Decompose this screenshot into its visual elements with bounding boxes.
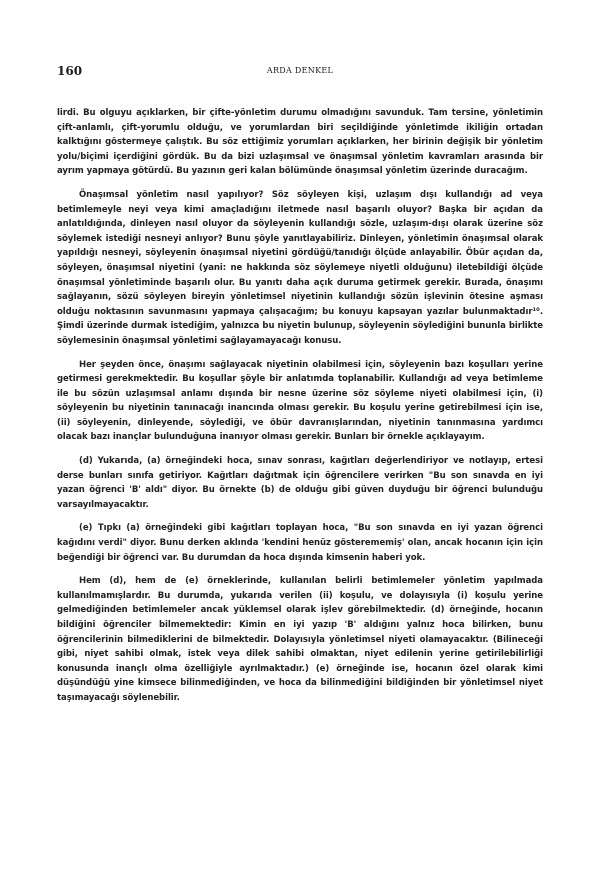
running-head: ARDA DENKEL <box>266 66 334 75</box>
page-header <box>57 64 543 82</box>
example-e-paragraph: (e) Tıpkı (a) örneğindeki gibi kağıtları toplayan hoca, "Bu son sınavda en iyi yazan öğrenci kağıdını verdi" diyor. Bunu derken aklında 'kendini henüz gösterememiş' olan, ancak hocanın için için beğendiği bir öğrenci var. Bu durumdan da hoca dışında kimsenin haberi yok. <box>57 523 543 563</box>
example-d-paragraph: (d) Yukarıda, (a) örneğindeki hoca, sınav sonrası, kağıtları değerlendiriyor ve notlayıp, ertesi derse bunları sınıfa getiriyor. Kağıtları dağıtmak için öğrencilere verirken "Bu son sınavda en iyi yazan öğrenci 'B' aldı" diyor. Bu örnekte (b) de olduğu gibi güven duyduğu bir öğrenci bulunduğu varsayılmayacaktır. <box>57 456 543 510</box>
page-number: 160 <box>57 64 83 78</box>
paragraph-continuation: lirdi. Bu olguyu açıklarken, bir çifte-yönletim durumu olmadığını savunduk. Tam tersine, yönletimin çift-anlamlı, çift-yorumlu olduğu, ve yorumlardan biri seçildiğinde yönletimde ikiliğin ortadan kalktığını göstermeye çalıştık. Bu söz ettiğimiz yorumları açıklarken, her birinin değişik bir yönletim yolu/biçimi içerdiğini gördük. Bu da bizi uzlaşımsal ve önaşımsal yönletim kavramları arasında bir ayrım yapmaya götürdü. Bu yazının geri kalan bölümünde önaşımsal yönletim üzerinde duracağım. <box>57 108 543 177</box>
paragraph: Önaşımsal yönletim nasıl yapılıyor? Söz söyleyen kişi, uzlaşım dışı kullandığı ad veya betimlemeyle neyi veya kimi amaçladığını iletmede nasıl başarılı oluyor? Başka bir açıdan da anlatıldığında, dinleyen nasıl oluyor da söyleyenin kullandığı sözle, uzlaşım-dışı olarak üzerine söz söylemek istediği nesneyi anlıyor? Bunu şöyle yanıtlayabiliriz. Dinleyen, yönletimin önaşımsal olarak yapıldığı nesneyi, söyleyenin önaşımsal niyetini gördüğü/tanıdığı ölçüde anlayabilir. Öbür açıdan da, söyleyen, önaşımsal niyetini (yani: ne hakkında söz söylemeye niyetli olduğunu) iletebildiği ölçüde önaşımsal yönletiminde başarılı olur. Bu yanıtı daha açık duruma getirmek gerekir. Burada, önaşımı sağlayanın, sözü söyleyen bireyin yönletimsel niyetinin kullandığı sözün işlevinin ötesine aşması olduğu noktasının savunmasını yapmaya çalışacağım; bu konuyu kapsayan yazılar bulunmaktadır¹⁰. Şimdi üzerinde durmak istediğim, yalnızca bu niyetin bulunup, söyleyenin söylediğini bununla birlikte söylemesinin önaşımsal yönletimi sağlayamayacağı konusu. <box>57 189 543 346</box>
paragraph: Hem (d), hem de (e) örneklerinde, kullanılan belirli betimlemeler yönletim yapılmada kullanılmamışlardır. Bu durumda, yukarıda verilen (ii) koşulu, ve dolayısıyla (i) koşulu yerine gelmediğinden betimlemeler ancak yüklemsel olarak işlev görebilmektedir. (d) örneğinde, hocanın bildiğini öğrenciler bilmemektedir: Kimin en iyi yazıp 'B' aldığını yalnız hoca bilirken, bunu öğrencilerinin bilmediklerini de bilmektedir. Dolayısıyla yönletimsel niyeti olamayacaktır. (Bilineceği gibi, niyet sahibi olmak, istek veya dilek sahibi olmaktan, niyet edilenin yerine getirilebilirliği konusunda inançlı olma özelliğiyle ayrılmaktadır.) (e) örneğinde ise, hocanın özel olarak kimi düşündüğü yine kimsece bilinmediğinden, ve hoca da bilinmediğini bildiğinden bir yönletimsel niyet taşımayacağı söylenebilir. <box>57 576 543 703</box>
paragraph: Her şeyden önce, önaşımı sağlayacak niyetinin olabilmesi için, söyleyenin bazı koşulları yerine getirmesi gerekmektedir. Bu koşullar şöyle bir anlatımda toplanabilir. Kullandığı ad veya betimleme ile bu sözün uzlaşımsal anlamı dışında bir nesne üzerine söz söyleme niyeti olabilmesi için, (i) söyleyenin bu niyetinin tanınacağı inancında olması gerekir. Bu koşulu yerine getirebilmesi için ise, (ii) söyleyenin, dinleyende, söylediği, ve öbür davranışlarından, niyetinin tanınmasına yardımcı olacak bazı inançlar bulunduğuna inanıyor olması gerekir. Bunları bir örnekle açıklayayım. <box>57 359 543 443</box>
page-body <box>57 106 543 706</box>
